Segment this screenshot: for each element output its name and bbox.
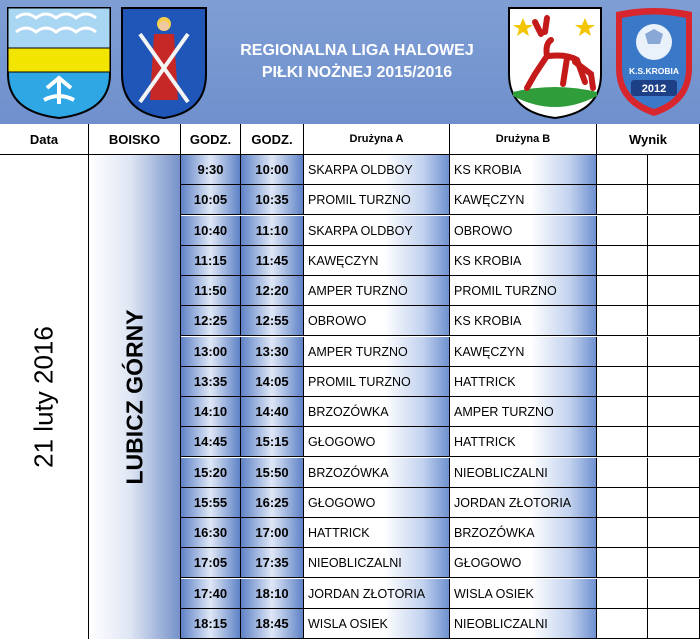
end-time-cell: 14:05 (241, 367, 304, 397)
result-away-cell (648, 216, 700, 246)
result-home-cell (597, 367, 648, 397)
start-time-cell: 17:40 (181, 579, 241, 609)
team-b-cell: WISLA OSIEK (450, 579, 597, 609)
end-time-cell: 14:40 (241, 397, 304, 427)
result-away-cell (648, 458, 700, 488)
team-a-cell: PROMIL TURZNO (304, 185, 450, 215)
team-b-cell: HATTRICK (450, 427, 597, 457)
table-row (181, 306, 700, 336)
team-b-cell: KS KROBIA (450, 306, 597, 336)
result-home-cell (597, 185, 648, 215)
team-b-cell: KAWĘCZYN (450, 185, 597, 215)
header-venue: BOISKO (89, 124, 181, 155)
team-a-cell: WISLA OSIEK (304, 609, 450, 639)
header-team-a: Drużyna A (304, 124, 450, 155)
table-row (181, 337, 700, 367)
team-b-cell: OBROWO (450, 216, 597, 246)
header-start-time: GODZ. (181, 124, 241, 155)
end-time-cell: 16:25 (241, 488, 304, 518)
krobia-badge-name: K.S.KROBIA (628, 66, 680, 76)
team-b-cell: NIEOBLICZALNI (450, 609, 597, 639)
team-a-cell: SKARPA OLDBOY (304, 155, 450, 185)
date-cell (0, 155, 89, 639)
result-away-cell (648, 276, 700, 306)
header-date: Data (0, 124, 89, 155)
result-home-cell (597, 306, 648, 336)
end-time-cell: 11:45 (241, 246, 304, 276)
header-team-b: Drużyna B (450, 124, 597, 155)
result-away-cell (648, 609, 700, 639)
end-time-cell: 11:10 (241, 216, 304, 246)
table-row (181, 548, 700, 578)
result-home-cell (597, 337, 648, 367)
result-away-cell (648, 306, 700, 336)
end-time-cell: 13:30 (241, 337, 304, 367)
table-row (181, 246, 700, 276)
team-a-cell: BRZOZÓWKA (304, 458, 450, 488)
end-time-cell: 17:35 (241, 548, 304, 578)
start-time-cell: 10:05 (181, 185, 241, 215)
end-time-cell: 10:35 (241, 185, 304, 215)
result-away-cell (648, 185, 700, 215)
result-home-cell (597, 427, 648, 457)
end-time-cell: 12:55 (241, 306, 304, 336)
table-row (181, 397, 700, 427)
table-row (181, 216, 700, 246)
result-away-cell (648, 367, 700, 397)
result-home-cell (597, 276, 648, 306)
table-row (181, 579, 700, 609)
table-row (181, 367, 700, 397)
end-time-cell: 15:50 (241, 458, 304, 488)
result-home-cell (597, 155, 648, 185)
table-row (181, 155, 700, 185)
team-a-cell: GŁOGOWO (304, 427, 450, 457)
team-b-cell: BRZOZÓWKA (450, 518, 597, 548)
start-time-cell: 18:15 (181, 609, 241, 639)
team-a-cell: BRZOZÓWKA (304, 397, 450, 427)
end-time-cell: 18:10 (241, 579, 304, 609)
end-time-cell: 10:00 (241, 155, 304, 185)
result-home-cell (597, 548, 648, 578)
table-row (181, 518, 700, 548)
venue-cell (89, 155, 181, 639)
venue-name: LUBICZ GÓRNY (121, 309, 148, 485)
team-a-cell: GŁOGOWO (304, 488, 450, 518)
crest-ks-krobia-icon (611, 4, 697, 120)
title-line-2: PIŁKI NOŻNEJ 2015/2016 (261, 64, 453, 81)
result-home-cell (597, 246, 648, 276)
result-home-cell (597, 397, 648, 427)
result-away-cell (648, 579, 700, 609)
team-a-cell: KAWĘCZYN (304, 246, 450, 276)
start-time-cell: 16:30 (181, 518, 241, 548)
result-home-cell (597, 216, 648, 246)
table-row (181, 609, 700, 639)
end-time-cell: 17:00 (241, 518, 304, 548)
title-line-1: REGIONALNA LIGA HALOWEJ (240, 42, 474, 59)
team-b-cell: KS KROBIA (450, 246, 597, 276)
table-row (181, 458, 700, 488)
team-a-cell: AMPER TURZNO (304, 337, 450, 367)
team-b-cell: GŁOGOWO (450, 548, 597, 578)
crest-deer-icon (505, 4, 605, 120)
result-away-cell (648, 427, 700, 457)
result-away-cell (648, 548, 700, 578)
result-home-cell (597, 609, 648, 639)
end-time-cell: 15:15 (241, 427, 304, 457)
team-a-cell: HATTRICK (304, 518, 450, 548)
schedule-table (0, 124, 700, 639)
result-home-cell (597, 518, 648, 548)
team-b-cell: NIEOBLICZALNI (450, 458, 597, 488)
result-away-cell (648, 155, 700, 185)
start-time-cell: 10:40 (181, 216, 241, 246)
krobia-badge-year: 2012 (641, 83, 667, 95)
start-time-cell: 13:35 (181, 367, 241, 397)
start-time-cell: 11:50 (181, 276, 241, 306)
table-row (181, 488, 700, 518)
result-away-cell (648, 337, 700, 367)
start-time-cell: 14:45 (181, 427, 241, 457)
team-b-cell: AMPER TURZNO (450, 397, 597, 427)
team-a-cell: PROMIL TURZNO (304, 367, 450, 397)
crest-yellow-blue-icon (4, 4, 114, 120)
start-time-cell: 17:05 (181, 548, 241, 578)
start-time-cell: 11:15 (181, 246, 241, 276)
team-b-cell: PROMIL TURZNO (450, 276, 597, 306)
start-time-cell: 14:10 (181, 397, 241, 427)
match-date: 21 luty 2016 (28, 326, 59, 468)
table-row (181, 427, 700, 457)
team-a-cell: NIEOBLICZALNI (304, 548, 450, 578)
page-title (212, 40, 502, 84)
crest-saint-icon (118, 4, 210, 120)
end-time-cell: 18:45 (241, 609, 304, 639)
header-end-time: GODZ. (241, 124, 304, 155)
team-a-cell: OBROWO (304, 306, 450, 336)
result-away-cell (648, 397, 700, 427)
team-a-cell: SKARPA OLDBOY (304, 216, 450, 246)
header-banner (0, 0, 700, 124)
result-away-cell (648, 246, 700, 276)
result-away-cell (648, 518, 700, 548)
result-home-cell (597, 488, 648, 518)
end-time-cell: 12:20 (241, 276, 304, 306)
team-b-cell: KS KROBIA (450, 155, 597, 185)
start-time-cell: 9:30 (181, 155, 241, 185)
result-home-cell (597, 579, 648, 609)
team-a-cell: AMPER TURZNO (304, 276, 450, 306)
start-time-cell: 15:55 (181, 488, 241, 518)
result-away-cell (648, 488, 700, 518)
start-time-cell: 15:20 (181, 458, 241, 488)
team-b-cell: HATTRICK (450, 367, 597, 397)
result-home-cell (597, 458, 648, 488)
start-time-cell: 13:00 (181, 337, 241, 367)
table-row (181, 185, 700, 215)
table-row (181, 276, 700, 306)
header-result: Wynik (597, 124, 700, 155)
team-b-cell: JORDAN ZŁOTORIA (450, 488, 597, 518)
start-time-cell: 12:25 (181, 306, 241, 336)
team-b-cell: KAWĘCZYN (450, 337, 597, 367)
team-a-cell: JORDAN ZŁOTORIA (304, 579, 450, 609)
